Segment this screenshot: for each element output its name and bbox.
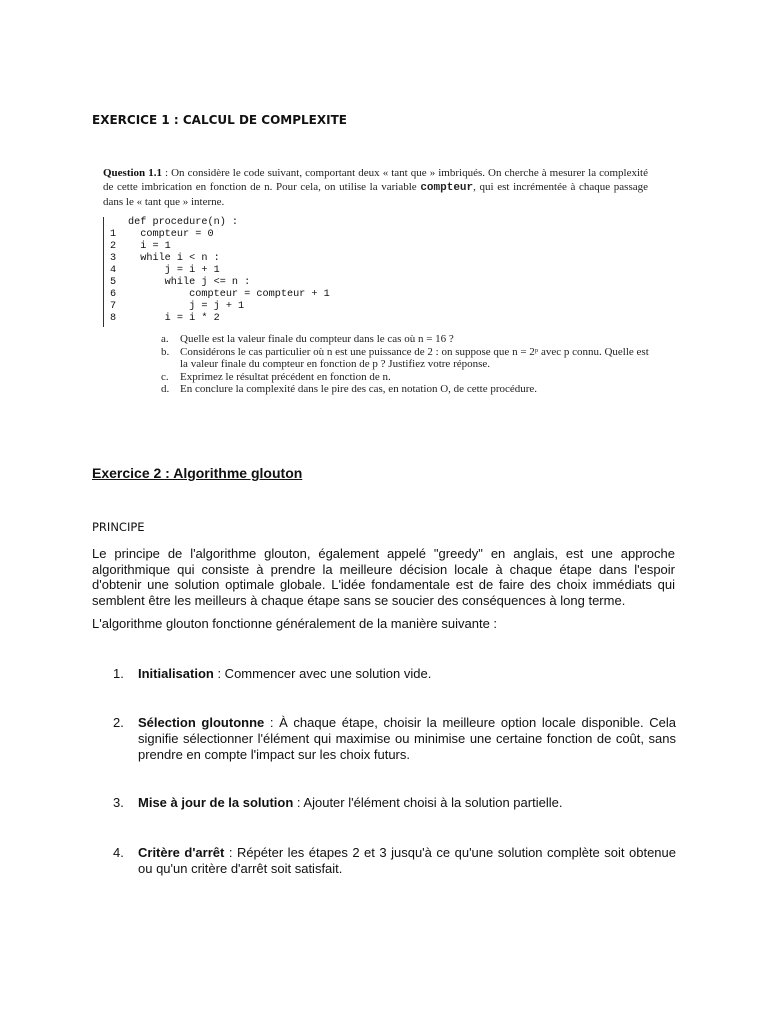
sub-question: a. Quelle est la valeur finale du compteur dans le cas où n = 16 ? <box>161 333 454 345</box>
code-line: 7 j = j + 1 <box>110 301 245 312</box>
sub-question: c. Exprimez le résultat précédent en fonction de n. <box>161 370 391 383</box>
sub-question-list <box>161 333 651 396</box>
question-variable: compteur <box>420 182 474 194</box>
sub-question: d. En conclure la complexité dans le pire des cas, en notation O, de cette procédure. <box>161 383 538 395</box>
code-line: 6 compteur = compteur + 1 <box>110 289 330 300</box>
code-line: 3 while i < n : <box>110 253 220 264</box>
question-1-1 <box>103 166 648 209</box>
code-line: 8 i = i * 2 <box>110 313 220 324</box>
code-line: 4 j = i + 1 <box>110 265 220 276</box>
exercise-2-title: Exercice 2 : Algorithme glouton <box>92 465 303 481</box>
code-line: 5 while j <= n : <box>110 277 251 288</box>
question-text-part-2: , qui est incrémentée à chaque passage dans le « tant que » interne. <box>103 181 648 208</box>
code-listing <box>103 217 344 327</box>
section-heading: PRINCIPE <box>92 520 145 534</box>
question-text-part-1: : On considère le code suivant, comportant deux « tant que » imbriqués. On cherche à mesurer la complexité de cette imbrication en fonction de n. Pour cela, on utilise la variable <box>103 167 648 193</box>
code-line: 2 i = 1 <box>110 241 171 252</box>
method-paragraph: L'algorithme glouton fonctionne généralement de la manière suivante : <box>92 616 498 631</box>
intro-paragraph: Le principe de l'algorithme glouton, également appelé "greedy" en anglais, est une approche algorithmique qui consiste à prendre la meilleure décision locale à chaque étape dans l'espoir d'obtenir une solution optimale globale. L'idée fondamentale est de faire des choix immédiats qui semblent être les meilleurs à chaque étape sans se soucier des conséquences à long terme. <box>92 546 675 608</box>
sub-question: b. Considérons le cas particulier où n est une puissance de 2 : on suppose que n = 2ᵖ avec p connu. Quelle est la valeur finale du compteur en fonction de p ? Justifiez votre réponse. <box>161 345 649 370</box>
code-line: def procedure(n) : <box>128 217 239 228</box>
code-line: 1 compteur = 0 <box>110 229 214 240</box>
question-label: Question 1.1 <box>103 167 162 179</box>
exercise-1-title: EXERCICE 1 : CALCUL DE COMPLEXITE <box>92 113 347 127</box>
